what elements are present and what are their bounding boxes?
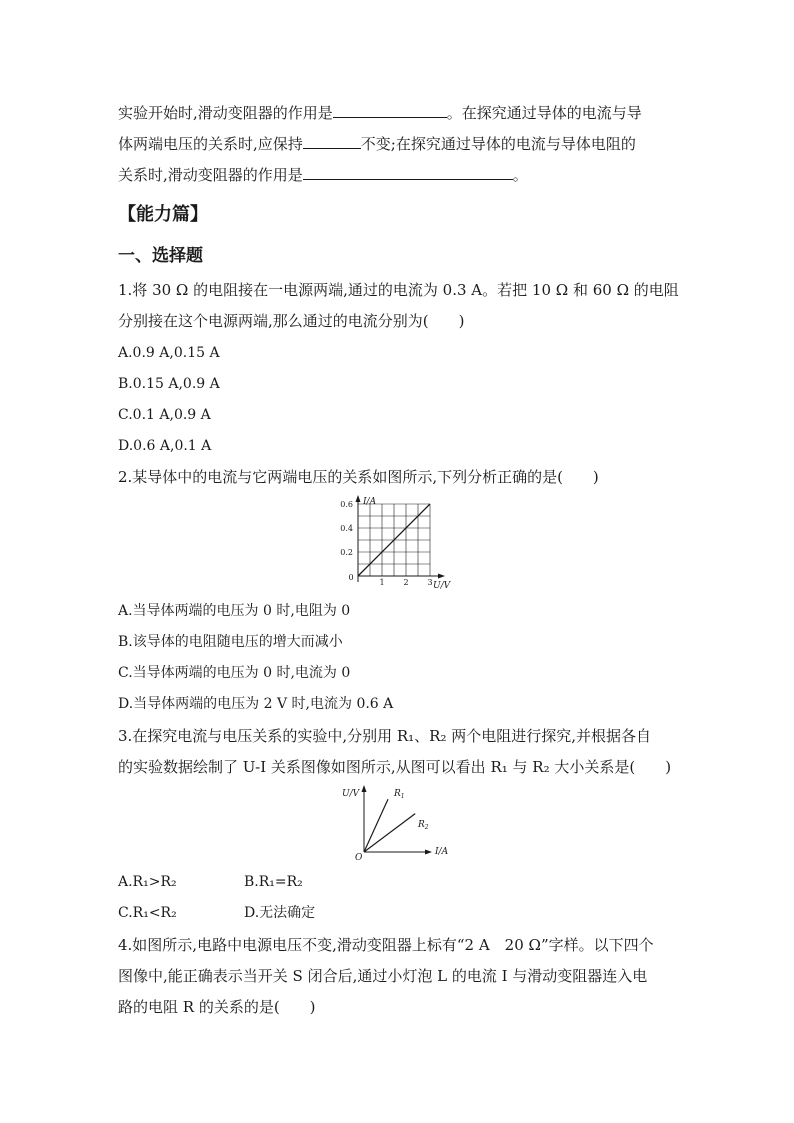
q1-option-d[interactable]: D.0.6 A,0.1 A bbox=[118, 438, 212, 454]
q1-option-c[interactable]: C.0.1 A,0.9 A bbox=[118, 407, 211, 423]
answer-blank[interactable] bbox=[333, 103, 447, 118]
q3-option-a[interactable]: A.R₁>R₂ bbox=[118, 874, 177, 890]
answer-blank[interactable] bbox=[303, 165, 513, 180]
intro-line-3 bbox=[118, 165, 528, 185]
q2-option-d[interactable]: D.当导体两端的电压为 2 V 时,电流为 0.6 A bbox=[118, 696, 394, 712]
q4-stem-line-2: 图像中,能正确表示当开关 S 闭合后,通过小灯泡 L 的电流 I 与滑动变阻器连入电 bbox=[118, 967, 648, 985]
intro-text: 。 bbox=[512, 166, 528, 184]
q1-stem-line-1: 1.将 30 Ω 的电阻接在一电源两端,通过的电流为 0.3 A。若把 10 Ω 和 60 Ω 的电阻 bbox=[118, 281, 679, 299]
x-tick-label: 2 bbox=[403, 578, 409, 587]
q3-stem-line-2: 的实验数据绘制了 U-I 关系图像如图所示,从图可以看出 R₁ 与 R₂ 大小关系是( ) bbox=[118, 758, 672, 776]
q1-option-a[interactable]: A.0.9 A,0.15 A bbox=[118, 345, 220, 361]
current-voltage-graph bbox=[330, 492, 460, 594]
y-tick-label: 0.6 bbox=[340, 500, 353, 509]
q2-option-c[interactable]: C.当导体两端的电压为 0 时,电流为 0 bbox=[118, 665, 351, 681]
y-tick-label: 0.2 bbox=[340, 548, 353, 557]
x-axis-arrow bbox=[425, 850, 432, 855]
q2-option-a[interactable]: A.当导体两端的电压为 0 时,电阻为 0 bbox=[118, 603, 351, 619]
intro-text: 体两端电压的关系时,应保持 bbox=[118, 135, 303, 153]
y-axis-arrow bbox=[356, 495, 361, 502]
origin-label: 0 bbox=[348, 573, 354, 582]
q1-stem-line-2: 分别接在这个电源两端,那么通过的电流分别为( ) bbox=[118, 312, 465, 330]
q2-stem: 2.某导体中的电流与它两端电压的关系如图所示,下列分析正确的是( ) bbox=[118, 468, 599, 486]
intro-text: 。在探究通过导体的电流与导 bbox=[446, 104, 642, 122]
q3-stem-line-1: 3.在探究电流与电压关系的实验中,分别用 R₁、R₂ 两个电阻进行探究,并根据各自 bbox=[118, 727, 652, 745]
intro-line-1 bbox=[118, 103, 642, 123]
intro-line-2 bbox=[118, 134, 636, 154]
r1-label: $R_1$ bbox=[394, 789, 405, 800]
intro-text: 关系时,滑动变阻器的作用是 bbox=[118, 166, 303, 184]
x-axis-arrow bbox=[438, 574, 445, 579]
subsection-title: 一、选择题 bbox=[118, 246, 203, 266]
x-axis-label: U/V bbox=[433, 581, 451, 591]
y-axis-label: I/A bbox=[363, 497, 377, 507]
q2-option-b[interactable]: B.该导体的电阻随电压的增大而减小 bbox=[118, 634, 343, 650]
r2-line bbox=[364, 814, 415, 852]
answer-blank[interactable] bbox=[303, 134, 361, 149]
r2-label: $R_2$ bbox=[418, 820, 429, 831]
q4-stem-line-3: 路的电阻 R 的关系的是( ) bbox=[118, 998, 316, 1016]
q3-option-d[interactable]: D.无法确定 bbox=[244, 905, 316, 921]
x-axis-label: I/A bbox=[435, 847, 449, 857]
q3-option-c[interactable]: C.R₁<R₂ bbox=[118, 905, 177, 921]
x-tick-label: 1 bbox=[379, 578, 385, 587]
intro-text: 实验开始时,滑动变阻器的作用是 bbox=[118, 104, 333, 122]
q4-stem-line-1: 4.如图所示,电路中电源电压不变,滑动变阻器上标有“2 A 20 Ω”字样。以下四个 bbox=[118, 936, 654, 954]
x-tick-label: 3 bbox=[427, 578, 433, 587]
section-title: 【能力篇】 bbox=[118, 204, 208, 225]
y-axis-arrow bbox=[362, 785, 367, 792]
y-tick-label: 0.4 bbox=[340, 524, 353, 533]
r1-line bbox=[364, 799, 388, 852]
origin-label: O bbox=[355, 853, 363, 862]
y-axis-label: U/V bbox=[342, 789, 360, 799]
intro-text: 不变;在探究通过导体的电流与导体电阻的 bbox=[360, 135, 636, 153]
q3-option-b[interactable]: B.R₁=R₂ bbox=[244, 874, 303, 890]
q1-option-b[interactable]: B.0.15 A,0.9 A bbox=[118, 376, 220, 392]
voltage-current-graph bbox=[338, 782, 458, 862]
